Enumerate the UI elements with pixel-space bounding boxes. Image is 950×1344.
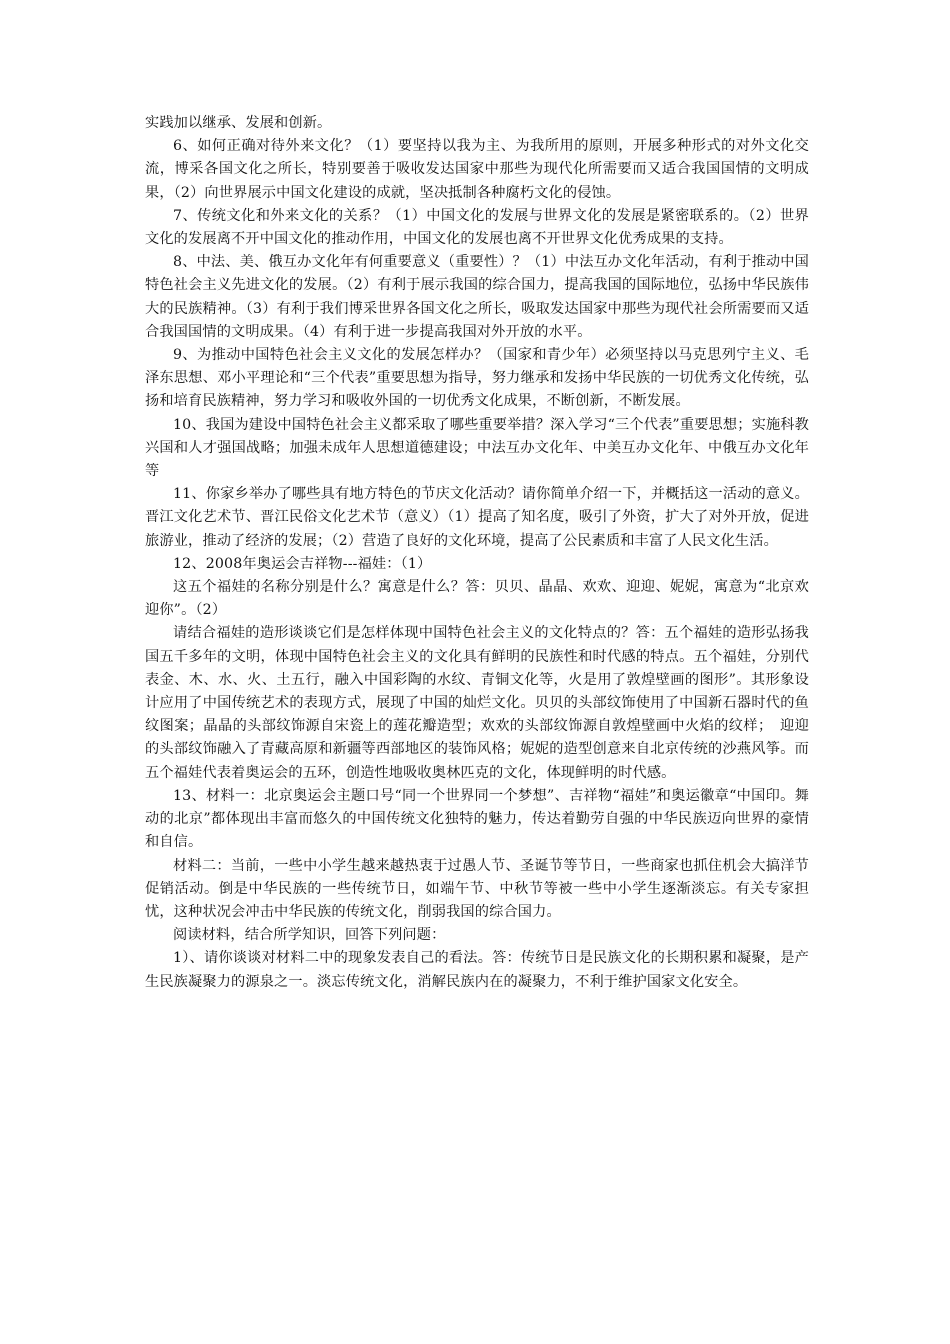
paragraph-continuation: 实践加以继承、发展和创新。 — [145, 115, 332, 131]
paragraph-q13-material2: 材料二：当前，一些中小学生越来越热衷于过愚人节、圣诞节等节日，一些商家也抓住机会大搞洋节促销活动。倒是中华民族的一些传统节日，如端午节、中秋节等被一些中小学生逐渐淡忘。有关专家担忧，这种状况会冲击中华民族的传统文化，削弱我国的综合国力。 — [145, 857, 809, 920]
paragraph-q7: 7、传统文化和外来文化的关系？（1）中国文化的发展与世界文化的发展是紧密联系的。（2）世界文化的发展离不开中国文化的推动作用，中国文化的发展也离不开世界文化优秀成果的支持。 — [145, 207, 809, 248]
paragraph-q13-material1: 13、材料一：北京奥运会主题口号“同一个世界同一个梦想”、吉祥物“福娃”和奥运徽章“中国印。舞动的北京”都体现出丰富而悠久的中国传统文化独特的魅力，传达着勤劳自强的中华民族迈向世界的豪情和自信。 — [145, 787, 809, 851]
paragraph-q13-answer1: 1）、请你谈谈对材料二中的现象发表自己的看法。答：传统节日是民族文化的长期积累和凝聚，是产生民族凝聚力的源泉之一。淡忘传统文化，消解民族内在的凝聚力，不利于维护国家文化安全。 — [145, 950, 809, 990]
paragraph-q12-part2: 请结合福娃的造形谈谈它们是怎样体现中国特色社会主义的文化特点的？答：五个福娃的造形弘扬我国五千多年的文明，体现中国特色社会主义的文化具有鲜明的民族性和时代感的特点。五个福娃，分别代表金、木、水、火、土五行，融入中国彩陶的水纹、青铜文化等，火是用了敦煌壁画的图形”。其形象设计应用了中国传统艺术的表现方式，展现了中国的灿烂文化。贝贝的头部纹饰使用了中国新石器时代的鱼纹图案；晶晶的头部纹饰源自宋瓷上的莲花瓣造型；欢欢的头部纹饰源自敦煌壁画中火焰的纹样； 迎迎的头部纹饰融入了青藏高原和新疆等西部地区的装饰风格；妮妮的造型创意来自北京传统的沙燕风筝。而五个福娃代表着奥运会的五环，创造性地吸收奥林匹克的文化，体现鲜明的时代感。 — [145, 625, 809, 781]
document-body — [145, 112, 809, 994]
paragraph-q8: 8、中法、美、俄互办文化年有何重要意义（重要性）？（1）中法互办文化年活动，有利于推动中国特色社会主义先进文化的发展。（2）有利于展示我国的综合国力，提高我国的国际地位，弘扬中华民族伟大的民族精神。（3）有利于我们博采世界各国文化之所长，吸取发达国家中那些为现代社会所需要而又适合我国国情的文明成果。（4）有利于进一步提高我国对外开放的水平。 — [145, 254, 809, 340]
paragraph-q12: 12、2008年奥运会吉祥物---福娃：（1） — [173, 555, 432, 572]
paragraph-q10: 10、我国为建设中国特色社会主义都采取了哪些重要举措？深入学习“三个代表”重要思想；实施科教兴国和人才强国战略；加强未成年人思想道德建设；中法互办文化年、中美互办文化年、中俄互办文化年等 — [145, 416, 809, 480]
paragraph-q9: 9、为推动中国特色社会主义文化的发展怎样办？（国家和青少年）必须坚持以马克思列宁主义、毛泽东思想、邓小平理论和“三个代表”重要思想为指导，努力继承和发扬中华民族的一切优秀文化传统，弘扬和培育民族精神，努力学习和吸收外国的一切优秀文化成果，不断创新，不断发展。 — [145, 347, 809, 410]
paragraph-q12-part1: 这五个福娃的名称分别是什么？寓意是什么？答：贝贝、晶晶、欢欢、迎迎、妮妮，寓意为“北京欢迎你”。（2） — [145, 579, 809, 619]
paragraph-q11: 11、你家乡举办了哪些具有地方特色的节庆文化活动？请你简单介绍一下，并概括这一活动的意义。晋江文化艺术节、晋江民俗文化艺术节（意义）（1）提高了知名度，吸引了外资，扩大了对外开放，促进旅游业，推动了经济的发展；（2）营造了良好的文化环境，提高了公民素质和丰富了人民文化生活。 — [145, 486, 809, 549]
paragraph-q6: 6、如何正确对待外来文化？（1）要坚持以我为主、为我所用的原则，开展多种形式的对外文化交流，博采各国文化之所长，特别要善于吸收发达国家中那些为现代化所需要而又适合我国国情的文明成果，（2）向世界展示中国文化建设的成就，坚决抵制各种腐朽文化的侵蚀。 — [145, 138, 809, 201]
paragraph-q13-instruction: 阅读材料，结合所学知识，回答下列问题： — [173, 927, 446, 944]
